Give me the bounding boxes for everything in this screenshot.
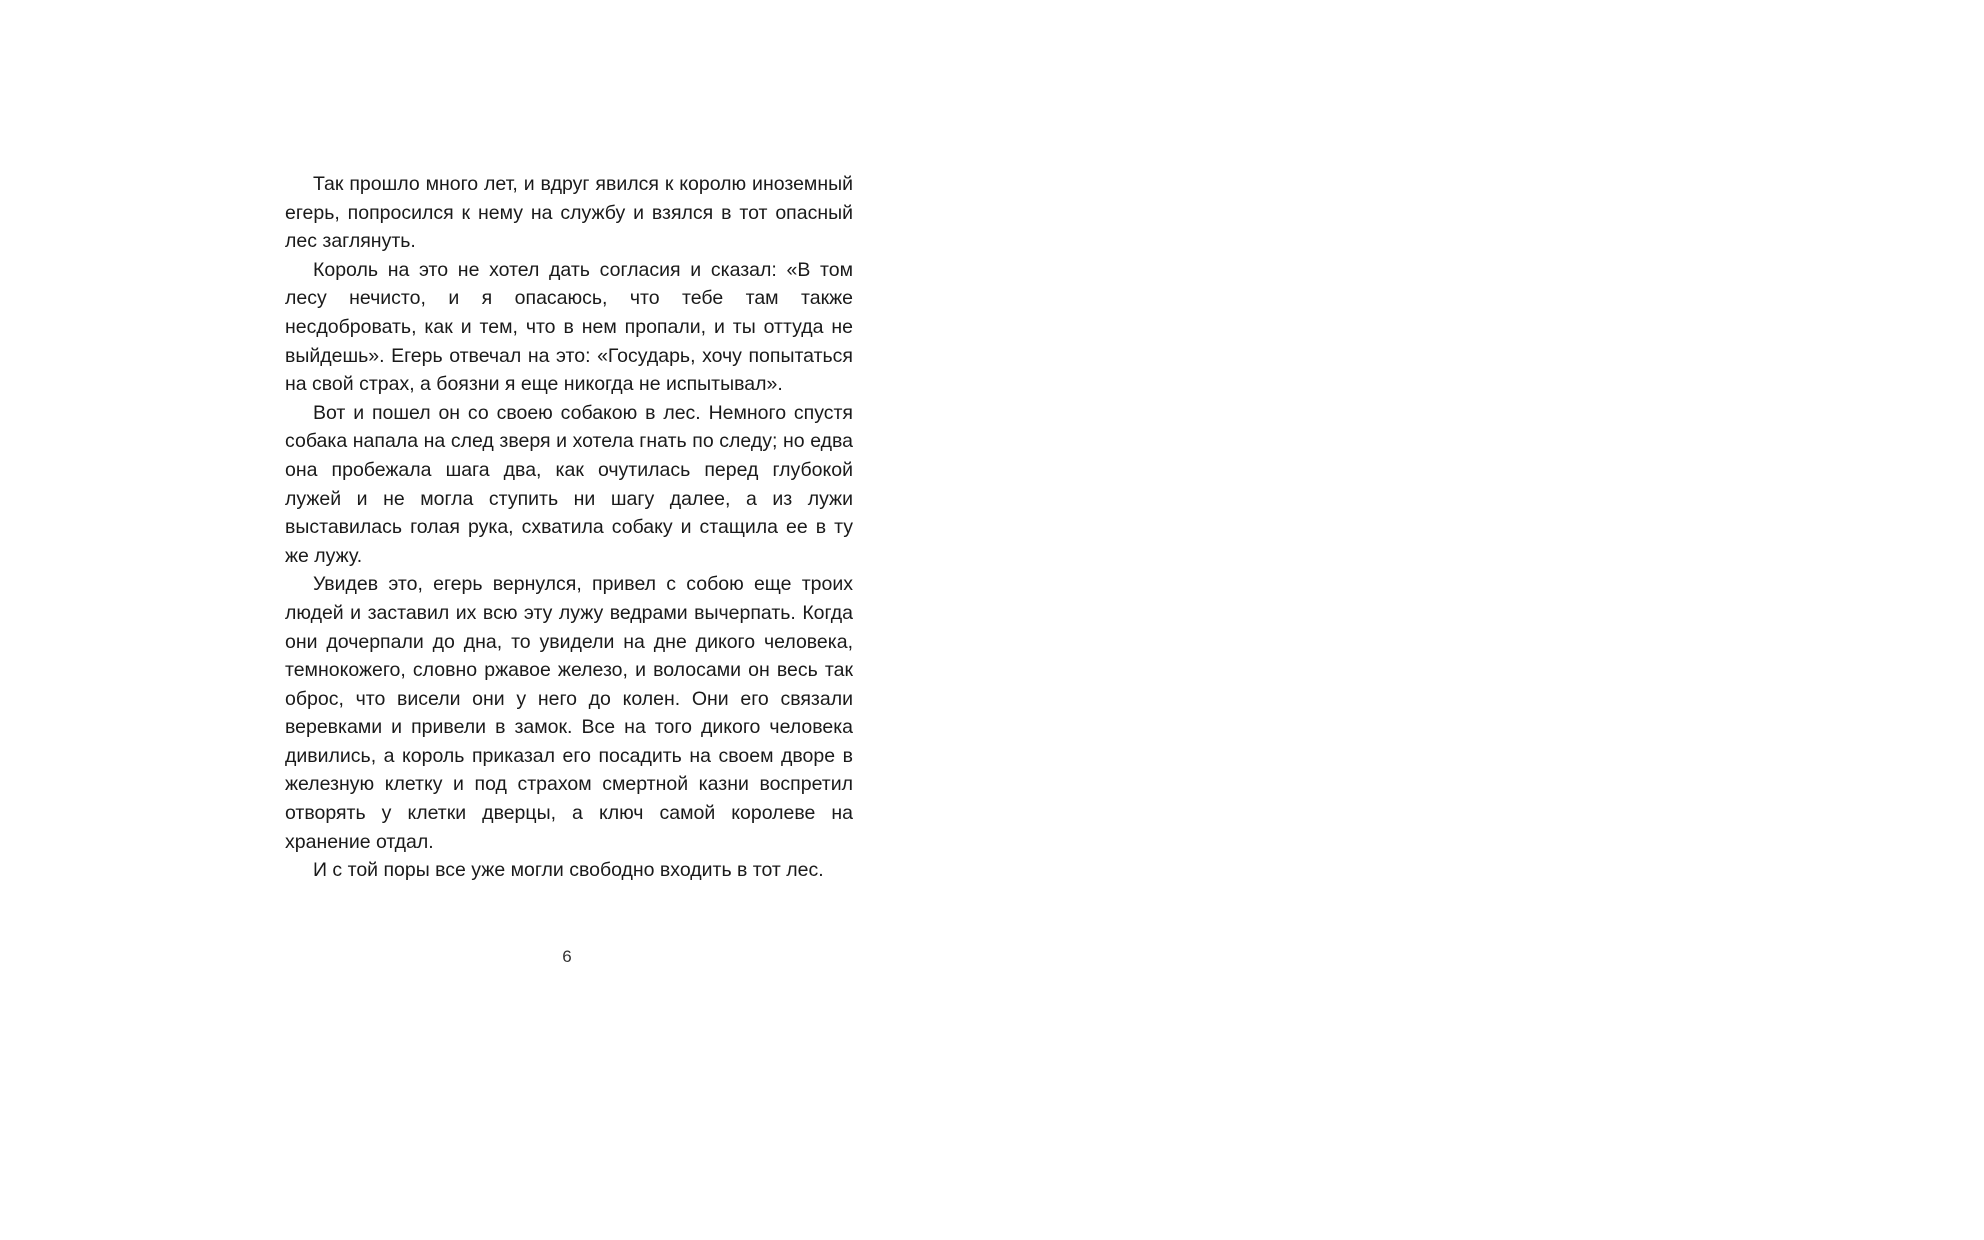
paragraph-1: Так прошло много лет, и вдруг явился к королю иноземный егерь, попросился к нему на службу и взялся в тот опасный лес заглянуть.	[285, 173, 853, 253]
paragraph-5: И с той поры все уже могли свободно входить в тот лес.	[313, 859, 824, 882]
right-page	[992, 0, 1984, 1240]
paragraph-4: Увидев это, егерь вернулся, привел с собою еще троих людей и заставил их всю эту лужу ведрами вычерпать. Когда они дочерпали до дна, то увидели на дне дикого человека, темнокожего, словно ржавое железо, и волосами он весь так оброс, что висели они у него до колен. Они его связали веревками и привели в замок. Все на того дикого человека дивились, а король приказал его посадить на своем дворе в железную клетку и под страхом смертной казни воспретил отворять у клетки дверцы, а ключ самой королеве на хранение отдал.	[285, 573, 853, 853]
story-text	[285, 170, 853, 885]
paragraph-3: Вот и пошел он со своею собакою в лес. Немного спустя собака напала на след зверя и хотела гнать по следу; но едва она пробежала шага два, как очутилась перед глубокой лужей и не могла ступить ни шагу далее, а из лужи выставилась голая рука, схватила собаку и стащила ее в ту же лужу.	[285, 401, 853, 567]
page-number: 6	[562, 947, 572, 966]
paragraph-2: Король на это не хотел дать согласия и сказал: «В том лесу нечисто, и я опасаюсь, что тебе там также несдобровать, как и тем, что в нем пропали, и ты оттуда не выйдешь». Егерь отвечал на это: «Государь, хочу попытаться на свой страх, а боязни я еще никогда не испытывал».	[285, 258, 853, 396]
